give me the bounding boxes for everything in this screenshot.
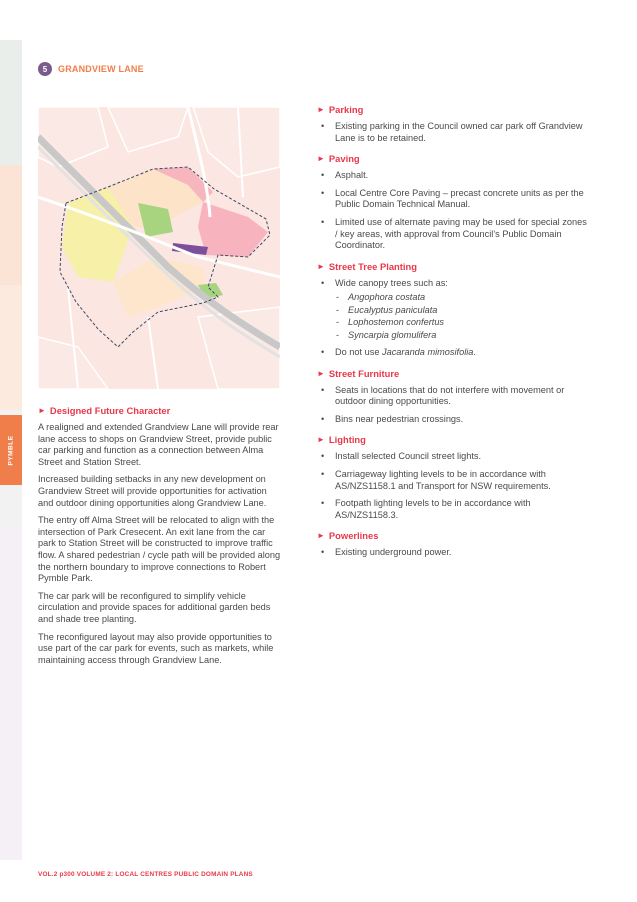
section-title: GRANDVIEW LANE [58,64,144,74]
parking-section [317,104,587,144]
species-item: - Lophostemon confertus [335,316,587,328]
triangle-right-icon: ► [317,368,325,378]
designed-future-character [38,405,284,672]
powerlines-section [317,530,587,559]
section-number-badge: 5 [38,62,52,76]
site-map [38,107,280,389]
page-footer: VOL.2 p300 VOLUME 2: LOCAL CENTRES PUBLIC DOMAIN PLANS [38,871,253,878]
list-item: • Install selected Council street lights. [317,451,587,463]
paragraph: The car park will be reconfigured to simplify vehicle circulation and provide spaces for additional garden beds and shade tree planting. [38,590,271,624]
list-item: • Local Centre Core Paving – precast concrete units as per the Public Domain Technical Manual. [317,188,587,211]
list-item: • Asphalt. [317,170,587,182]
list-item: • Existing underground power. [317,547,587,559]
section-heading: ► Parking [317,104,364,115]
list-item: • Wide canopy trees such as: - Angophora costata - Eucalyptus paniculata - Lophostemon confertus - Syncarpia glomulifera [317,278,587,341]
paragraph: The entry off Alma Street will be relocated to align with the intersection of Park Cresecent. An exit lane from the car park to Station Street will be constructed to improve traffic flow. A shared pedestrian / cycle path will be provided along the northern boundary to improve connections to Robert Pymble Park. [38,515,281,584]
list-item: • Seats in locations that do not interfere with movement or outdoor dining opportunities. [317,385,587,408]
list-item: • Bins near pedestrian crossings. [317,414,587,426]
section-heading: ► Street Furniture [317,367,400,379]
paragraph: A realigned and extended Grandview Lane will provide rear lane access to shops on Grandview Street, provide public car parking and function as a connection between Alma Street and Station Street. [38,422,279,467]
list-item: • Carriageway lighting levels to be in accordance with AS/NZS1158.1 and Transport for NSW requirements. [317,469,587,492]
triangle-right-icon: ► [317,105,325,114]
section-heading: ► Street Tree Planting [317,260,417,272]
section-heading: ► Paving [317,153,360,165]
street-tree-planting-section [317,261,587,359]
triangle-right-icon: ► [317,435,325,445]
section-heading: ► Powerlines [317,530,379,542]
species-item: - Angophora costata [335,291,587,303]
triangle-right-icon: ► [317,261,325,271]
list-item: • Limited use of alternate paving may be used for special zones / key areas, with approval from Council’s Public Domain Coordinator. [317,217,587,252]
list-item: • Footpath lighting levels to be in accordance with AS/NZS1158.3. [317,498,587,521]
paragraph: The reconfigured layout may also provide opportunities to use part of the car park for events, such as markets, while maintaining access through Grandview Lane. [38,631,274,665]
requirements-column [317,104,587,568]
side-tab-strip [0,40,22,860]
paragraph: Increased building setbacks in any new development on Grandview Street will provide opportunities for activation and outdoor dining opportunities along Grandview Lane. [38,474,267,508]
triangle-right-icon: ► [317,531,325,541]
side-tab-pymble[interactable] [0,415,22,485]
section-heading: ► Designed Future Character [38,405,171,416]
list-item: • Do not use Jacaranda mimosifolia. [317,347,587,359]
triangle-right-icon: ► [317,154,325,164]
triangle-right-icon: ► [38,406,46,415]
lighting-section [317,434,587,521]
species-item: - Syncarpia glomulifera [335,329,587,341]
street-furniture-section [317,368,587,426]
species-list [335,291,587,341]
paving-section [317,153,587,252]
list-item: • Existing parking in the Council owned car park off Grandview Lane is to be retained. [317,121,587,144]
side-tab-label: PYMBLE [7,434,15,466]
section-header [38,62,144,76]
section-heading: ► Lighting [317,434,366,446]
species-item: - Eucalyptus paniculata [335,304,587,316]
